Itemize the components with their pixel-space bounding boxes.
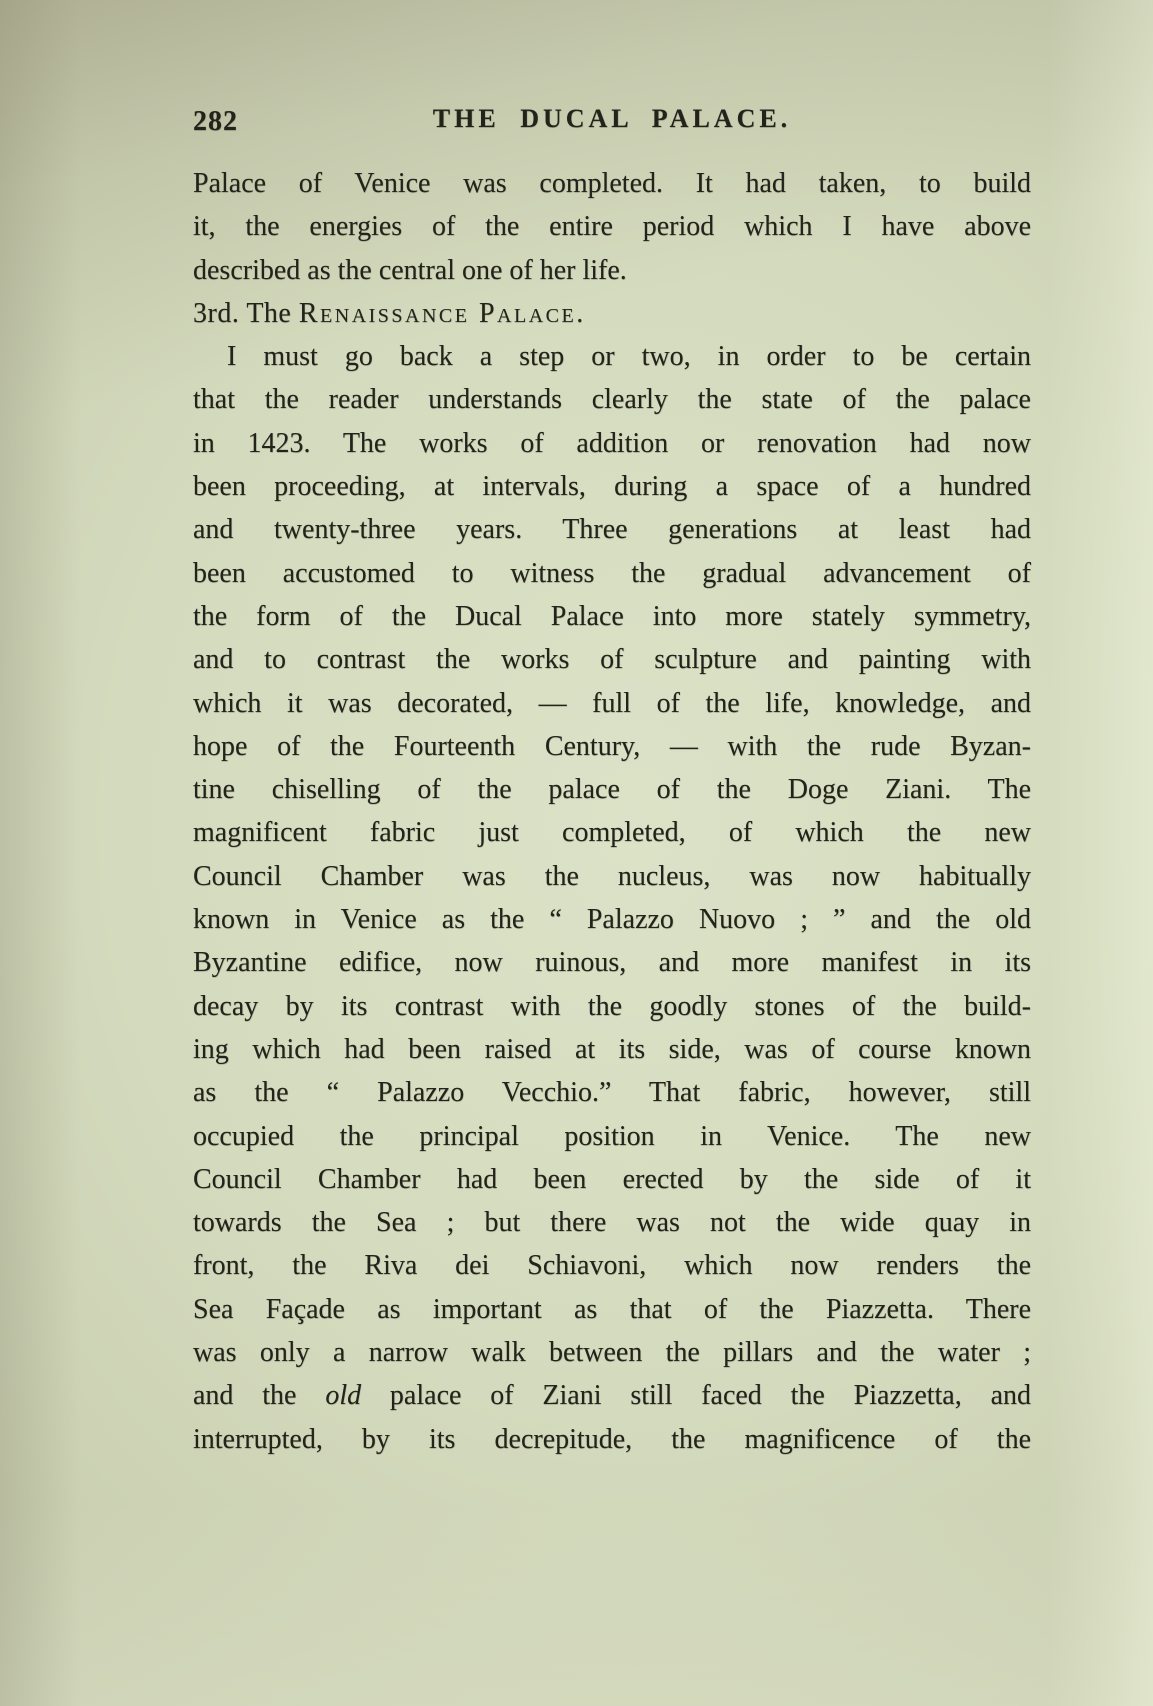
text-line (193, 1201, 1031, 1244)
text-segment: and twenty-three years. Three generations at least had (193, 514, 1031, 546)
text-line (193, 1071, 1031, 1114)
text-line (193, 205, 1031, 248)
text-line (193, 1418, 1031, 1461)
text-segment: hope of the Fourteenth Century, — with the rude Byzan- (193, 730, 1031, 762)
text-line (193, 682, 1031, 725)
text-segment: the form of the Ducal Palace into more stately symmetry, (193, 600, 1031, 632)
text-line (193, 508, 1031, 551)
text-segment: magnificent fabric just completed, of which the new (193, 817, 1031, 849)
section-heading (193, 292, 1031, 335)
text-line (193, 768, 1031, 811)
paragraph (193, 335, 1031, 1461)
text-body (193, 162, 1031, 1461)
text-segment: decay by its contrast with the goodly stones of the build- (193, 990, 1031, 1022)
text-line (193, 292, 1031, 335)
text-line (193, 1374, 1031, 1417)
text-segment: Council Chamber had been erected by the side of it (193, 1163, 1031, 1195)
text-line (193, 811, 1031, 854)
text-segment: palace of Ziani still faced the Piazzetta, and (361, 1380, 1031, 1412)
text-line (193, 595, 1031, 638)
text-line (193, 725, 1031, 768)
text-segment: in 1423. The works of addition or renovation had now (193, 427, 1031, 459)
text-segment: been accustomed to witness the gradual advancement of (193, 557, 1031, 589)
text-line (193, 855, 1031, 898)
text-segment: front, the Riva dei Schiavoni, which now renders the (193, 1250, 1031, 1282)
text-segment: that the reader understands clearly the state of the palace (193, 384, 1031, 416)
page-number: 282 (193, 106, 238, 137)
text-line (193, 1028, 1031, 1071)
text-segment-italic: old (325, 1380, 362, 1412)
text-segment: as the “ Palazzo Vecchio.” That fabric, however, still (193, 1077, 1031, 1109)
text-line (193, 985, 1031, 1028)
page-header (193, 104, 1031, 144)
text-segment: Byzantine edifice, now ruinous, and more manifest in its (193, 947, 1031, 979)
text-segment: ing which had been raised at its side, was of course known (193, 1033, 1031, 1065)
text-line (193, 638, 1031, 681)
text-segment: which it was decorated, — full of the life, knowledge, and (193, 687, 1031, 719)
paragraph (193, 162, 1031, 292)
text-segment: and to contrast the works of sculpture and painting with (193, 644, 1031, 676)
text-segment: known in Venice as the “ Palazzo Nuovo ; ” and the old (193, 904, 1031, 936)
text-segment-smallcaps: Renaissance Palace. (298, 297, 586, 329)
text-segment: tine chiselling of the palace of the Doge Ziani. The (193, 774, 1031, 806)
text-segment: 3rd. The (193, 297, 299, 329)
text-line (193, 1331, 1031, 1374)
text-segment: interrupted, by its decrepitude, the magnificence of the (193, 1423, 1031, 1455)
text-segment: I must go back a step or two, in order to be certain (227, 341, 1031, 373)
text-segment: was only a narrow walk between the pillars and the water ; (193, 1337, 1031, 1369)
text-line (193, 1115, 1031, 1158)
text-line (193, 465, 1031, 508)
text-segment: Palace of Venice was completed. It had taken, to build (193, 168, 1031, 199)
text-segment: Sea Façade as important as that of the Piazzetta. There (193, 1293, 1031, 1325)
text-line (193, 898, 1031, 941)
text-line (193, 941, 1031, 984)
running-title: THE DUCAL PALACE. (432, 104, 792, 133)
text-segment: occupied the principal position in Venice. The new (193, 1120, 1031, 1152)
text-line (193, 1244, 1031, 1287)
text-segment: described as the central one of her life. (193, 254, 627, 286)
text-line (193, 1158, 1031, 1201)
text-line (193, 335, 1031, 378)
text-line (193, 378, 1031, 421)
text-segment: towards the Sea ; but there was not the wide quay in (193, 1207, 1031, 1239)
text-line (193, 249, 1031, 292)
text-segment: it, the energies of the entire period which I have above (193, 211, 1031, 243)
text-segment: Council Chamber was the nucleus, was now habitually (193, 860, 1031, 892)
text-line (193, 552, 1031, 595)
text-line (193, 1288, 1031, 1331)
text-line (193, 422, 1031, 465)
text-segment: and the (193, 1380, 326, 1412)
text-segment: been proceeding, at intervals, during a space of a hundred (193, 471, 1031, 503)
text-line (193, 162, 1031, 205)
